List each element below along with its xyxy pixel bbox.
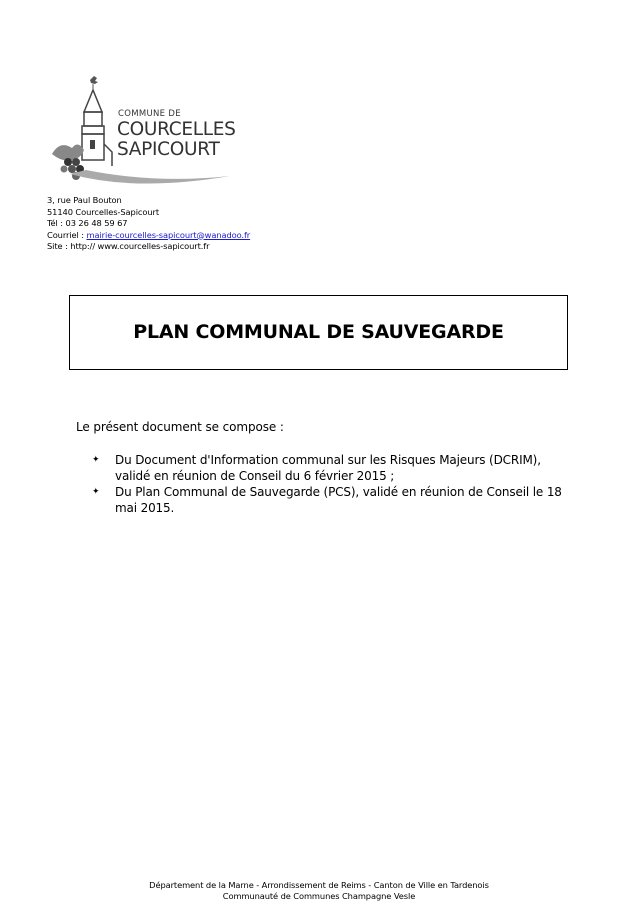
address-street: 3, rue Paul Bouton <box>47 195 122 205</box>
intro-text: Le présent document se compose : <box>76 420 284 434</box>
title-box <box>69 295 568 370</box>
footer-line-2: Communauté de Communes Champagne Vesle <box>222 891 416 901</box>
page-footer <box>0 880 638 902</box>
list-item <box>92 452 568 484</box>
address-phone: Tél : 03 26 48 59 67 <box>47 218 128 228</box>
address-block <box>47 195 250 253</box>
logo-name-line-2: SAPICOURT <box>117 139 220 160</box>
footer-line-1: Département de la Marne - Arrondissement de Reims - Canton de Ville en Tardenois <box>149 880 489 890</box>
list-item <box>92 484 568 516</box>
diamond-bullet-icon: ✦ <box>92 487 100 497</box>
email-link[interactable]: mairie-courcelles-sapicourt@wanadoo.fr <box>86 229 251 240</box>
commune-logo <box>46 74 246 186</box>
list-item-text: Du Document d'Information communal sur les Risques Majeurs (DCRIM), validé en réunion de Conseil du 6 février 2015 ; <box>115 453 541 483</box>
address-email-label: Courriel : <box>47 229 87 240</box>
logo-commune-label: COMMUNE DE <box>118 109 181 119</box>
address-city: 51140 Courcelles-Sapicourt <box>47 206 159 217</box>
address-site: Site : http:// www.courcelles-sapicourt.fr <box>47 241 210 251</box>
logo-name-line-1: COURCELLES <box>117 119 236 140</box>
list-item-text: Du Plan Communal de Sauvegarde (PCS), validé en réunion de Conseil le 18 mai 2015. <box>115 485 562 515</box>
diamond-bullet-icon: ✦ <box>92 455 100 465</box>
composition-list <box>92 452 568 516</box>
address-email-line <box>47 230 250 242</box>
document-title: PLAN COMMUNAL DE SAUVEGARDE <box>133 320 504 343</box>
